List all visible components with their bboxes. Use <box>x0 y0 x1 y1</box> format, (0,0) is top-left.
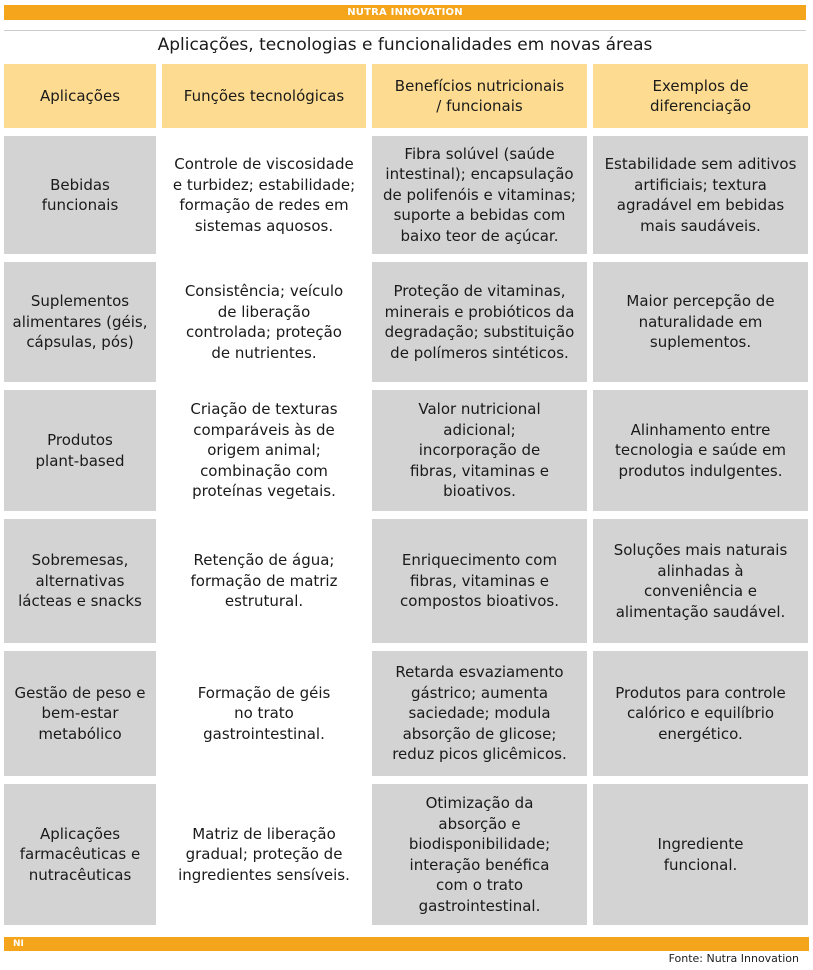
page-title: Aplicações, tecnologias e funcionalidades em novas áreas <box>157 35 653 55</box>
row-application: Sobremesas, alternativas lácteas e snacks <box>4 519 156 643</box>
column-header-examples: Exemplos de diferenciação <box>593 64 808 128</box>
row-application: Produtos plant-based <box>4 390 156 511</box>
row-examples: Alinhamento entre tecnologia e saúde em produtos indulgentes. <box>593 390 808 511</box>
footer-bar <box>4 937 809 951</box>
row-tech-functions: Retenção de água; formação de matriz estrutural. <box>162 519 366 643</box>
column-header-benefits: Benefícios nutricionais / funcionais <box>372 64 587 128</box>
row-application: Bebidas funcionais <box>4 136 156 254</box>
brand-bar: NUTRA INNOVATION <box>4 5 806 20</box>
column-header-tech-functions: Funções tecnológicas <box>162 64 366 128</box>
row-application: Aplicações farmacêuticas e nutracêuticas <box>4 784 156 925</box>
footer-brand-label: NI <box>13 939 24 949</box>
row-application: Suplementos alimentares (géis, cápsulas, pós) <box>4 262 156 382</box>
row-benefits: Valor nutricional adicional; incorporação de fibras, vitaminas e bioativos. <box>372 390 587 511</box>
row-examples: Produtos para controle calórico e equilíbrio energético. <box>593 651 808 776</box>
row-tech-functions: Matriz de liberação gradual; proteção de ingredientes sensíveis. <box>162 784 366 925</box>
row-examples: Soluções mais naturais alinhadas à conveniência e alimentação saudável. <box>593 519 808 643</box>
row-application: Gestão de peso e bem-estar metabólico <box>4 651 156 776</box>
row-tech-functions: Formação de géis no trato gastrointestinal. <box>162 651 366 776</box>
row-benefits: Otimização da absorção e biodisponibilidade; interação benéfica com o trato gastrointestinal. <box>372 784 587 925</box>
row-benefits: Proteção de vitaminas, minerais e probióticos da degradação; substituição de polímeros sintéticos. <box>372 262 587 382</box>
applications-table <box>4 64 809 925</box>
row-examples: Ingrediente funcional. <box>593 784 808 925</box>
row-examples: Maior percepção de naturalidade em suplementos. <box>593 262 808 382</box>
row-tech-functions: Criação de texturas comparáveis às de origem animal; combinação com proteínas vegetais. <box>162 390 366 511</box>
row-benefits: Retarda esvaziamento gástrico; aumenta saciedade; modula absorção de glicose; reduz picos glicêmicos. <box>372 651 587 776</box>
row-examples: Estabilidade sem aditivos artificiais; textura agradável em bebidas mais saudáveis. <box>593 136 808 254</box>
row-tech-functions: Consistência; veículo de liberação controlada; proteção de nutrientes. <box>162 262 366 382</box>
row-benefits: Fibra solúvel (saúde intestinal); encapsulação de polifenóis e vitaminas; suporte a bebidas com baixo teor de açúcar. <box>372 136 587 254</box>
column-header-applications: Aplicações <box>4 64 156 128</box>
source-credit: Fonte: Nutra Innovation <box>668 952 799 965</box>
row-benefits: Enriquecimento com fibras, vitaminas e compostos bioativos. <box>372 519 587 643</box>
row-tech-functions: Controle de viscosidade e turbidez; estabilidade; formação de redes em sistemas aquosos. <box>162 136 366 254</box>
